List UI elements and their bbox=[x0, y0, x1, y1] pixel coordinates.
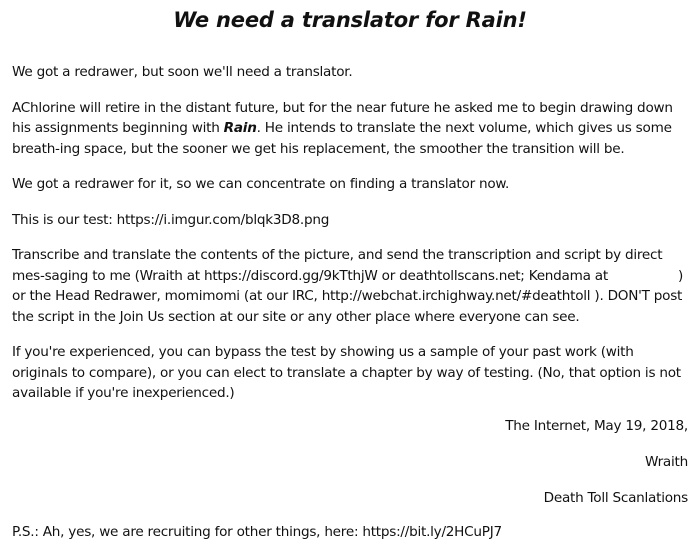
paragraph-test-link: This is our test: https://i.imgur.com/blqk3D8.png bbox=[12, 211, 330, 228]
paragraph-intro: We got a redrawer, but soon we'll need a translator. bbox=[12, 64, 353, 80]
paragraph-instructions bbox=[12, 245, 688, 327]
series-name-inline: Rain bbox=[223, 120, 257, 136]
title-series-name: Rain bbox=[465, 8, 518, 32]
title-suffix: ! bbox=[517, 8, 527, 32]
closing-date: The Internet, May 19, 2018, bbox=[505, 417, 688, 434]
signature-name: Wraith bbox=[645, 454, 688, 470]
paragraph-retirement bbox=[12, 98, 688, 160]
paragraph-instructions-text: Transcribe and translate the contents of the picture, and send the transcription and script by direct mes-saging to me (Wraith at https://discord.gg/9kTthjW or deathtollscans.net; Kendama at bbox=[12, 247, 663, 284]
announcement-body bbox=[12, 62, 688, 558]
paragraph-instructions-text-end: ) or the Head Redrawer, momimomi (at our IRC, http://webchat.irchighway.net/#deathtoll ). DON'T post the script in the Join Us section at our site or any other place where everyone can see. bbox=[12, 267, 683, 325]
paragraph-redrawer: We got a redrawer for it, so we can concentrate on finding a translator now. bbox=[12, 176, 510, 192]
signature-group: Death Toll Scanlations bbox=[543, 489, 688, 506]
paragraph-retirement-text: AChlorine will retire in the distant future, but for the near future he asked me to begin drawing down his assignments beginning with bbox=[12, 99, 673, 136]
page-title bbox=[0, 8, 700, 32]
paragraph-experienced: If you're experienced, you can bypass the test by showing us a sample of your past work (with originals to compare), or you can elect to translate a chapter by way of testing. (No, that option is not available if you're inexperienced.) bbox=[12, 344, 681, 401]
paragraph-retirement-text-end: . He intends to translate the next volume, which gives us some breath-ing space, but the sooner we get his replacement, the smoother the transition will be. bbox=[12, 120, 672, 157]
postscript: P.S.: Ah, yes, we are recruiting for other things, here: https://bit.ly/2HCuPJ7 bbox=[12, 524, 502, 540]
title-prefix: We need a translator for bbox=[173, 8, 466, 32]
